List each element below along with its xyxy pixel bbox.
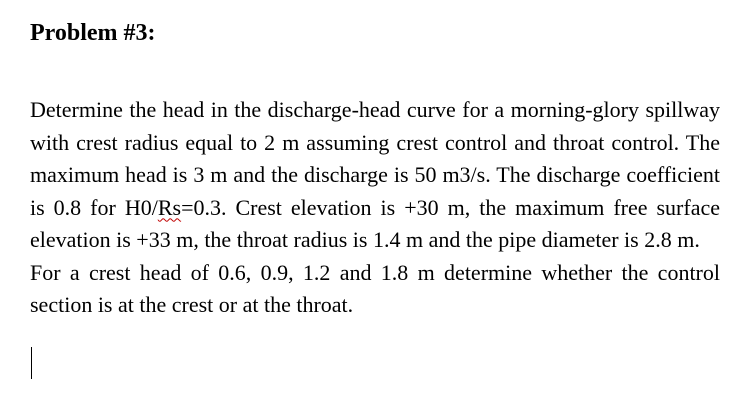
paragraph-1-text-end: =0.3. Crest elevation is +30 m, the maximum free surface elevation is +33 m, the throat radius is 1.4 m and the pipe diameter is 2.8 m. [30,194,721,252]
problem-paragraph-1 [30,94,720,257]
document-page[interactable] [30,18,720,322]
paragraph-1-text-start: Determine the head in the discharge-head curve for a morning-glory spillway with crest radius equal to 2 m assuming crest control and throat control. The maximum head is 3 m and the discharge is 50 m3/s. The discharge coefficient is 0.8 for H0/ [30,97,720,220]
spellcheck-flagged-word[interactable]: Rs [157,194,182,220]
problem-title: Problem #3: [30,20,156,46]
problem-paragraph-2: For a crest head of 0.6, 0.9, 1.2 and 1.8 m determine whether the control section is at the crest or at the throat. [30,259,720,317]
text-cursor [31,347,32,379]
